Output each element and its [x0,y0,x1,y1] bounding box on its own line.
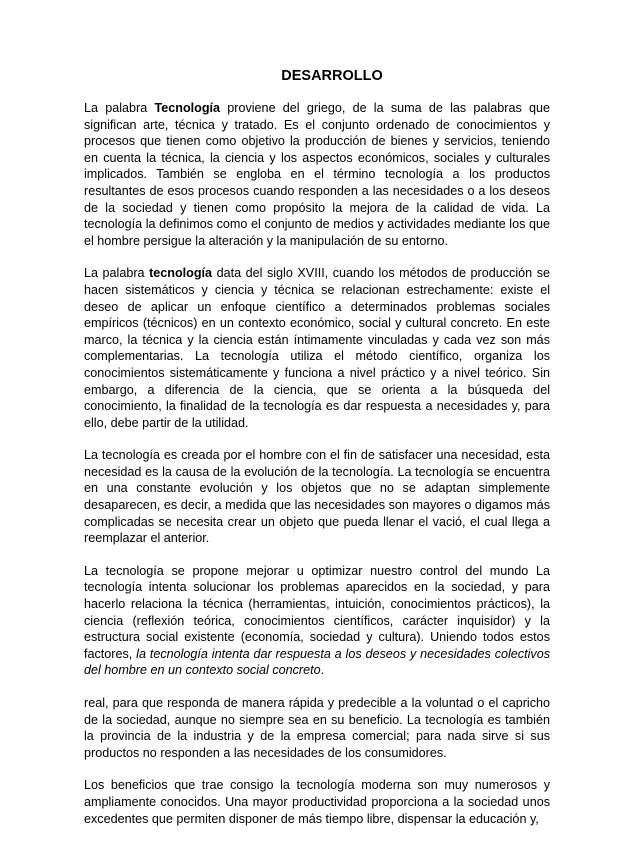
paragraph-1 [84,100,550,249]
paragraph-4-body: La tecnología se propone mejorar u optimizar nuestro control del mundo La tecnología intenta solucionar los problemas aparecidos en la sociedad, y para hacerlo relaciona la técnica (herramientas, intuición, conocimientos prácticos), la ciencia (reflexión teórica, conocimientos científicos, carácter inquisidor) y la estructura social existente (economía, sociedad y cultura). Uniendo todos estos factores, [84,563,550,661]
paragraph-5: real, para que responda de manera rápida y predecible a la voluntad o el capricho de la sociedad, aunque no siempre sea en su beneficio. La tecnología es también la provincia de la industria y de la empresa comercial; para nada sirve si sus productos no responden a las necesidades de los consumidores. [84,696,550,760]
paragraph-4 [84,563,550,679]
paragraph-3: La tecnología es creada por el hombre con el fin de satisfacer una necesidad, esta necesidad es la causa de la evolución de la tecnología. La tecnología se encuentra en una constante evolución y los objetos que no se adaptan simplemente desaparecen, es decir, a medida que las necesidades son mayores o digamos más complicadas se necesita crear un objeto que pueda llenar el vació, el cual llega a reemplazar el anterior. [84,448,550,546]
paragraph-2-body: data del siglo XVIII, cuando los métodos de producción se hacen sistemáticos y ciencia y técnica se relacionan estrechamente: existe el deseo de aplicar un enfoque científico a determinados problemas sociales empíricos (técnicos) en un contexto económico, social y cultural concreto. En este marco, la técnica y la ciencia están íntimamente vinculadas y cada vez son más complementarias. La tecnología utiliza el método científico, organiza los conocimientos sistemáticamente y funciona a nivel práctico y a nivel teórico. Sin embargo, a diferencia de la ciencia, que se orienta a la búsqueda del conocimiento, la finalidad de la tecnología es dar respuesta a necesidades y, para ello, debe partir de la utilidad. [84,266,550,430]
paragraph-2 [84,265,550,431]
term-tecnologia-2: tecnología [149,266,213,281]
paragraph-1-body: proviene del griego, de la suma de las palabras que significan arte, técnica y tratado. Es el conjunto ordenado de conocimientos y procesos que tienen como objetivo la producción de bienes y servicios, teniendo en cuenta la técnica, la ciencia y los aspectos económicos, sociales y culturales implicados. También se engloba en el término tecnología a los productos resultantes de esos procesos cuando responden a las necesidades o a los deseos de la sociedad y tienen como propósito la mejora de la calidad de vida. La tecnología la definimos como el conjunto de medios y actividades mediante los que el hombre persigue la alteración y la manipulación de su entorno. [84,101,550,248]
paragraph-4-end: . [320,663,325,678]
paragraph-4-italic-quote: la tecnología intenta dar respuesta a los deseos y necesidades colectivos del hombre en un contexto social concreto [84,646,550,678]
paragraph-6: Los beneficios que trae consigo la tecnología moderna son muy numerosos y ampliamente conocidos. Una mayor productividad proporciona a la sociedad unos excedentes que permiten disponer de más tiempo libre, dispensar la educación y, [84,778,550,826]
document-page [84,68,550,843]
paragraph-1-intro: La palabra [84,101,155,115]
paragraph-2-intro: La palabra [84,266,150,281]
term-tecnologia: Tecnología [154,101,221,115]
document-title: DESARROLLO [281,68,383,84]
